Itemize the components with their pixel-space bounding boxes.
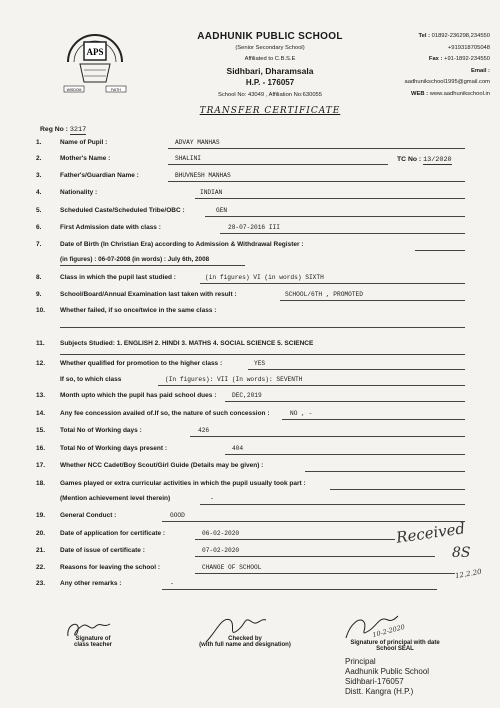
row-7 <box>0 241 500 255</box>
row-number: 21. <box>36 547 46 554</box>
row-label: School/Board/Annual Examination last taken with result : <box>60 291 237 298</box>
row-value: CHANGE OF SCHOOL <box>202 564 262 571</box>
row-number: 1. <box>36 139 42 146</box>
row-value: SCHOOL/6TH , PROMOTED <box>285 291 363 298</box>
underline <box>195 198 465 199</box>
row-label: Whether failed, if so once/twice in the same class : <box>60 307 217 314</box>
row-21 <box>0 547 500 561</box>
row-number: 6. <box>36 224 42 231</box>
row-number: 7. <box>36 241 42 248</box>
row-value: BHUVNESH MANHAS <box>175 172 231 179</box>
row-number: 8. <box>36 274 42 281</box>
row-number: 17. <box>36 462 46 469</box>
logo-motto-right: FAITH <box>111 87 121 92</box>
tc-label: TC No : <box>397 156 422 163</box>
row-7-dob <box>0 256 500 270</box>
principal-sign-date: 10-2-2020 <box>371 622 406 640</box>
row-label: Subjects Studied: 1. ENGLISH 2. HINDI 3. MATHS 4. SOCIAL SCIENCE 5. SCIENCE <box>60 340 314 347</box>
row-value: - <box>210 495 214 502</box>
row-label: Name of Pupil : <box>60 139 108 146</box>
teacher-label-text: Signature of class teacher <box>73 636 113 648</box>
row-value: YES <box>254 360 266 367</box>
row-13 <box>0 392 500 406</box>
email-label: Email : <box>470 67 490 74</box>
underline <box>60 354 465 355</box>
row-label: Date of application for certificate : <box>60 530 166 537</box>
underline <box>225 401 465 402</box>
row-label: Date of issue of certificate : <box>60 547 145 554</box>
row-number: 5. <box>36 207 42 214</box>
row-value: NO , - <box>290 410 313 417</box>
principal-label-text: Signature of principal with date School SEAL <box>350 640 440 652</box>
row-6 <box>0 224 500 238</box>
row-label: Mother's Name : <box>60 155 111 162</box>
row-number: 2. <box>36 155 42 162</box>
row-label: Any fee concession availed of.If so, the nature of such concession : <box>60 410 270 417</box>
row-11 <box>0 340 500 354</box>
row-label: If so, to which class <box>60 376 122 383</box>
row-label: Scheduled Caste/Scheduled Tribe/OBC : <box>60 207 185 214</box>
row-label: First Admission date with class : <box>60 224 161 231</box>
underline <box>280 300 465 301</box>
certificate-title: TRANSFER CERTIFICATE <box>199 106 341 116</box>
row-number: 18. <box>36 480 46 487</box>
received-date: 12.2.20 <box>454 567 483 581</box>
row-label: Nationality : <box>60 189 98 196</box>
row-label: Games played or extra curricular activities in which the pupil usually took part : <box>60 480 306 487</box>
row-number: 15. <box>36 427 46 434</box>
reg-label: Reg No : <box>40 126 68 133</box>
web-value: www.aadhunikschool.in <box>429 90 490 97</box>
reg-value: 3217 <box>69 126 87 134</box>
row-17 <box>0 462 500 476</box>
teacher-signature-label <box>58 636 128 648</box>
row-value: (in figures) VI (in words) SIXTH <box>205 274 324 281</box>
underline <box>225 454 465 455</box>
row-label: Reasons for leaving the school : <box>60 564 161 571</box>
checked-by-label <box>180 636 310 648</box>
underline <box>162 589 437 590</box>
fax-value: +91-1892-234550 <box>444 56 490 63</box>
principal-signature-label <box>330 640 460 652</box>
row-8 <box>0 274 500 288</box>
row-number: 23. <box>36 580 46 587</box>
row-label: Class in which the pupil last studied : <box>60 274 176 281</box>
tel-label: Tel : <box>418 33 431 39</box>
underline <box>195 573 455 574</box>
affiliation: Affiliated to C.B.S.E <box>244 56 296 62</box>
row-value: GOOD <box>170 512 185 519</box>
tc-value: 13/2020 <box>423 156 452 164</box>
underline <box>220 233 465 234</box>
row-number: 16. <box>36 445 46 452</box>
row-number: 3. <box>36 172 42 179</box>
underline <box>305 471 465 472</box>
row-12b <box>0 376 500 390</box>
row-label: (Mention achievement level therein) <box>60 495 171 502</box>
row-value: GEN <box>216 207 228 214</box>
underline <box>205 216 465 217</box>
logo-text: APS <box>86 47 104 57</box>
underline <box>158 385 465 386</box>
stamp-line-1: Principal <box>345 657 376 666</box>
contact-block <box>360 31 490 101</box>
tel-value: 01892-236298,234550 <box>431 33 490 39</box>
stamp-line-2: Aadhunik Public School <box>345 667 430 676</box>
row-value: 28-07-2016 III <box>228 224 280 231</box>
row-number: 9. <box>36 291 42 298</box>
underline <box>168 164 388 165</box>
underline <box>60 265 245 266</box>
row-value: DEC,2019 <box>232 392 262 399</box>
underline <box>60 327 465 328</box>
row-15 <box>0 427 500 441</box>
row-14 <box>0 410 500 424</box>
row-number: 22. <box>36 564 46 571</box>
row-5 <box>0 207 500 221</box>
underline <box>190 436 465 437</box>
underline <box>168 181 465 182</box>
stamp-line-3: Sidhbari-176057 <box>345 677 404 686</box>
row-number: 10. <box>36 307 46 314</box>
row-value: - <box>170 580 174 587</box>
logo-motto-left: WISDOM <box>66 87 82 92</box>
underline <box>415 250 465 251</box>
row-1 <box>0 139 500 153</box>
underline <box>195 556 435 557</box>
underline <box>282 419 465 420</box>
row-value: 07-02-2020 <box>202 547 240 554</box>
row-label: General Conduct : <box>60 512 117 519</box>
row-value: INDIAN <box>200 189 223 196</box>
reg-no <box>40 126 86 135</box>
row-3 <box>0 172 500 186</box>
dob-value: (in figures) : 06-07-2008 (in words) : July 6th, 2008 <box>60 256 210 263</box>
school-subtitle: (Senior Secondary School) <box>235 45 305 51</box>
principal-stamp <box>345 657 429 697</box>
underline <box>195 539 395 540</box>
row-label: Any other remarks : <box>60 580 122 587</box>
row-16 <box>0 445 500 459</box>
underline <box>168 148 465 149</box>
underline <box>200 283 465 284</box>
row-value: SHALINI <box>175 155 201 162</box>
received-initials: 8S <box>452 545 471 561</box>
fax-label: Fax : <box>428 56 443 63</box>
row-2 <box>0 155 500 169</box>
principal-signature <box>340 610 400 644</box>
school-state: H.P. - 176057 <box>245 78 295 87</box>
row-18 <box>0 480 500 494</box>
underline <box>248 369 465 370</box>
row-label: Date of Birth (In Christian Era) according to Admission & Withdrawal Register : <box>60 241 304 248</box>
row-18b <box>0 495 500 509</box>
received-note: Received <box>395 519 467 547</box>
row-10 <box>0 307 500 321</box>
web-label: WEB : <box>411 90 429 97</box>
checked-label-text: Checked by (with full name and designation) <box>199 636 291 648</box>
row-label: Total No of Working days present : <box>60 445 168 452</box>
email-value: aadhunikschool1995@gmail.com <box>404 79 490 86</box>
row-value: 404 <box>232 445 244 452</box>
row-label: Month upto which the pupil has paid school dues : <box>60 392 217 399</box>
row-4 <box>0 189 500 203</box>
row-number: 4. <box>36 189 42 196</box>
school-number: School No: 43049 , Affiliation No:630055 <box>218 92 322 98</box>
stamp-line-4: Distt. Kangra (H.P.) <box>345 687 414 696</box>
row-label: Whether NCC Cadet/Boy Scout/Girl Guide (Details may be given) : <box>60 462 264 469</box>
row-value: (In figures): VII (In words): SEVENTH <box>165 376 303 383</box>
row-22 <box>0 564 500 578</box>
row-23 <box>0 580 500 594</box>
underline <box>200 504 465 505</box>
row-value: 426 <box>198 427 210 434</box>
underline <box>330 489 465 490</box>
row-label: Total No of Working days : <box>60 427 142 434</box>
row-number: 12. <box>36 360 46 367</box>
row-label: Whether qualified for promotion to the higher class : <box>60 360 223 367</box>
row-number: 20. <box>36 530 46 537</box>
row-number: 14. <box>36 410 46 417</box>
row-value: 06-02-2020 <box>202 530 240 537</box>
row-number: 11. <box>36 340 45 347</box>
row-9 <box>0 291 500 305</box>
underline <box>162 521 465 522</box>
mobile-value: +919318705048 <box>447 44 490 51</box>
row-12 <box>0 360 500 374</box>
row-value: ADVAY MANHAS <box>175 139 220 146</box>
school-place: Sidhbari, Dharamsala <box>226 66 314 76</box>
row-label: Father's/Guardian Name : <box>60 172 139 179</box>
row-number: 19. <box>36 512 46 519</box>
school-logo <box>62 24 128 100</box>
school-name: AADHUNIK PUBLIC SCHOOL <box>197 31 343 42</box>
row-number: 13. <box>36 392 46 399</box>
